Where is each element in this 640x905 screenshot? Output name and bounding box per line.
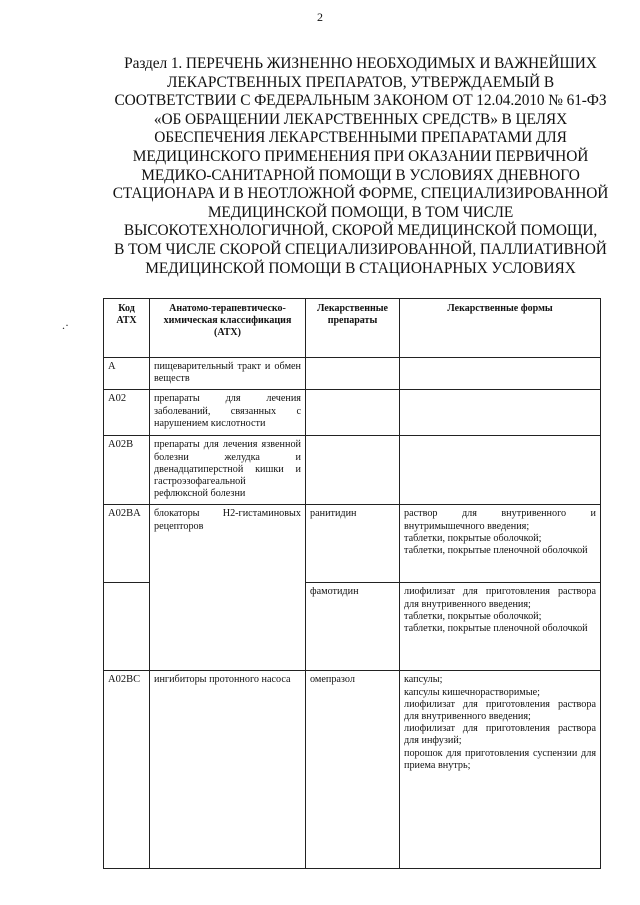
forms-cell: [400, 436, 601, 505]
forms-cell: [400, 583, 601, 671]
dosage-form: таблетки, покрытые пленочной оболочкой: [404, 545, 588, 557]
forms-cell: [400, 390, 601, 436]
heading-line: ОБЕСПЕЧЕНИЯ ЛЕКАРСТВЕННЫМИ ПРЕПАРАТАМИ ДЛЯ: [154, 129, 567, 147]
drug-cell: [306, 358, 400, 390]
table-row: [104, 505, 601, 583]
atc-code-cell: [104, 583, 150, 671]
table-header-row: [104, 299, 601, 358]
table-row: [104, 436, 601, 505]
dosage-form: капсулы;: [404, 674, 443, 686]
header-atc-code: Код АТХ: [104, 299, 150, 358]
header-atc-classification: Анатомо-терапевтическо-химическая классификация (АТХ): [150, 299, 306, 358]
forms-cell: [400, 505, 601, 583]
atc-code-cell: A02BC: [104, 671, 150, 869]
drug-cell: [306, 436, 400, 505]
dosage-form: таблетки, покрытые оболочкой;: [404, 532, 542, 544]
drug-cell: ранитидин: [306, 505, 400, 583]
forms-cell: [400, 358, 601, 390]
atc-code-cell: A02B: [104, 436, 150, 505]
atc-code-cell: A02: [104, 390, 150, 436]
atc-classification-cell: [150, 583, 306, 671]
dosage-form: раствор для внутривенного и внутримышечного введения;: [404, 508, 596, 532]
heading-line: МЕДИЦИНСКОЙ ПОМОЩИ В СТАЦИОНАРНЫХ УСЛОВИЯХ: [145, 259, 576, 277]
dosage-form: таблетки, покрытые оболочкой;: [404, 610, 542, 622]
atc-classification-cell: препараты для лечения заболеваний, связанных с нарушением кислотности: [150, 390, 306, 436]
atc-drug-table: [103, 298, 601, 869]
drug-cell: [306, 390, 400, 436]
heading-line: «ОБ ОБРАЩЕНИИ ЛЕКАРСТВЕННЫХ СРЕДСТВ» В ЦЕЛЯХ: [153, 110, 568, 128]
page-number: 2: [317, 10, 323, 24]
header-drugs: Лекарственные препараты: [306, 299, 400, 358]
heading-line: МЕДИЦИНСКОГО ПРИМЕНЕНИЯ ПРИ ОКАЗАНИИ ПЕРВИЧНОЙ: [132, 147, 589, 165]
dosage-form: капсулы кишечнорастворимые;: [404, 686, 540, 698]
heading-line: МЕДИЦИНСКОЙ ПОМОЩИ, В ТОМ ЧИСЛЕ: [207, 203, 514, 221]
section-heading: [103, 55, 618, 278]
heading-line: Раздел 1. ПЕРЕЧЕНЬ ЖИЗНЕННО НЕОБХОДИМЫХ И ВАЖНЕЙШИХ: [124, 55, 597, 72]
table-row: [104, 390, 601, 436]
atc-classification-cell: блокаторы H2-гистаминовых рецепторов: [150, 505, 306, 583]
dosage-form: порошок для приготовления суспензии для приема внутрь;: [404, 747, 596, 771]
heading-line: МЕДИКО-САНИТАРНОЙ ПОМОЩИ В УСЛОВИЯХ ДНЕВНОГО: [141, 166, 580, 184]
dosage-form: лиофилизат для приготовления раствора для внутривенного введения;: [404, 698, 596, 723]
heading-line: ЛЕКАРСТВЕННЫХ ПРЕПАРАТОВ, УТВЕРЖДАЕМЫЙ В: [167, 73, 554, 91]
atc-classification-cell: пищеварительный тракт и обмен веществ: [150, 358, 306, 390]
heading-line: СТАЦИОНАРА И В НЕОТЛОЖНОЙ ФОРМЕ, СПЕЦИАЛИЗИРОВАННОЙ: [112, 185, 609, 203]
header-dosage-forms: Лекарственные формы: [400, 299, 601, 358]
heading-line: В ТОМ ЧИСЛЕ СКОРОЙ СПЕЦИАЛИЗИРОВАННОЙ, ПАЛЛИАТИВНОЙ: [114, 240, 607, 258]
atc-classification-cell: препараты для лечения язвенной болезни желудка и двенадцатиперстной кишки и гастроэзофагеальной рефлюксной болезни: [150, 436, 306, 505]
scan-artifact-mark: .·: [62, 318, 69, 332]
heading-line: ВЫСОКОТЕХНОЛОГИЧНОЙ, СКОРОЙ МЕДИЦИНСКОЙ ПОМОЩИ,: [123, 222, 598, 240]
atc-code-cell: A02BA: [104, 505, 150, 583]
forms-cell: [400, 671, 601, 869]
dosage-form: лиофилизат для приготовления раствора для внутривенного введения;: [404, 586, 596, 610]
heading-line: СООТВЕТСТВИИ С ФЕДЕРАЛЬНЫМ ЗАКОНОМ ОТ 12.04.2010 № 61-ФЗ: [114, 92, 607, 110]
atc-code-cell: A: [104, 358, 150, 390]
dosage-form: таблетки, покрытые пленочной оболочкой: [404, 623, 588, 635]
atc-classification-cell: ингибиторы протонного насоса: [150, 671, 306, 869]
drug-cell: омепразол: [306, 671, 400, 869]
table-row: [104, 671, 601, 869]
drug-cell: фамотидин: [306, 583, 400, 671]
dosage-form: лиофилизат для приготовления раствора для инфузий;: [404, 723, 596, 747]
table-row: [104, 358, 601, 390]
table-row: [104, 583, 601, 671]
